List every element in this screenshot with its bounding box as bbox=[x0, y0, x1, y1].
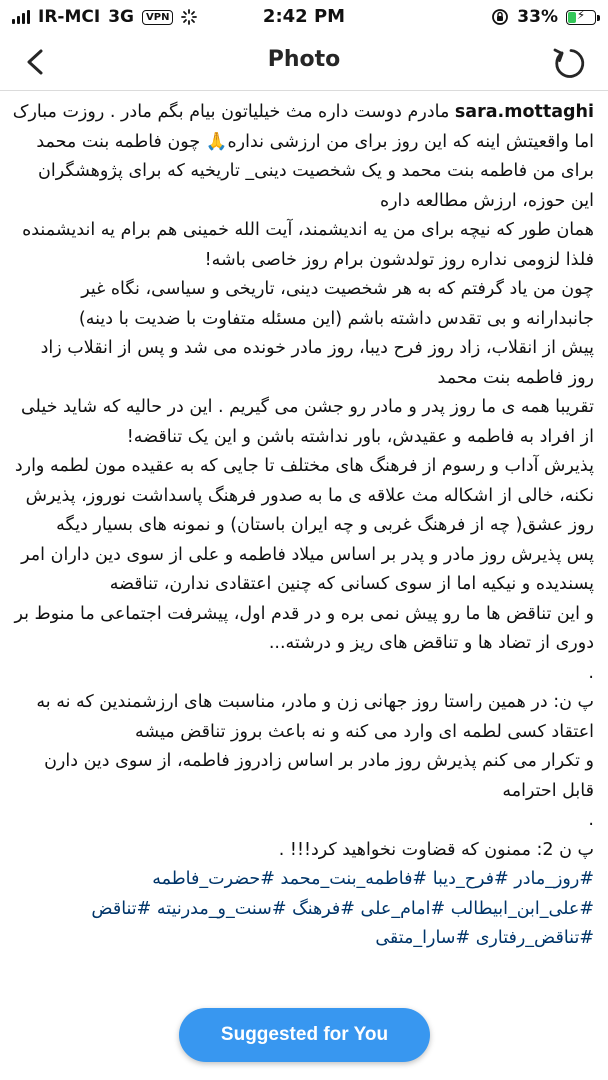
hashtag-link[interactable]: #فرح_دیبا bbox=[432, 869, 509, 889]
caption-paragraph: . bbox=[588, 810, 594, 830]
clock: 2:42 PM bbox=[262, 6, 346, 27]
hashtag-link[interactable]: #روز_مادر bbox=[514, 869, 594, 889]
caption-paragraph: اما واقعیتش اینه که این روز برای من ارزشی نداره🙏 چون فاطمه بنت محمد برای من فاطمه بنت محمد و یک شخصیت دینی_ تاریخیه که برای پژوهشگران این حوزه، ارزش مطالعه داره bbox=[36, 131, 594, 211]
caption-paragraph: تقریبا همه ی ما روز پدر و مادر رو جشن می گیریم . این در حالیه که شاید خیلی از افراد به فاطمه و عقیدش، باور نداشته باشن و این یک تناقضه! bbox=[20, 397, 594, 447]
battery-percent: 33% bbox=[517, 7, 558, 27]
caption-paragraph: پ ن 2: ممنون که قضاوت نخواهید کرد!!! . bbox=[278, 839, 594, 860]
status-right bbox=[491, 7, 596, 27]
page-title: Photo bbox=[267, 47, 341, 72]
hashtag-link[interactable]: #تناقض bbox=[91, 898, 152, 919]
hashtag-link[interactable]: #حضرت_فاطمه bbox=[152, 869, 275, 889]
caption-paragraph: چون من یاد گرفتم که به هر شخصیت دینی، تاریخی و سیاسی، نگاه غیر جانبدارانه و بی تقدس داشته باشم (این مسئله متفاوت با ضدیت با دینه) bbox=[78, 279, 594, 329]
battery-charging-icon: ⚡ bbox=[566, 10, 596, 25]
carrier-name: IR-MCI bbox=[38, 7, 101, 27]
hashtag-link[interactable]: #فرهنگ bbox=[292, 898, 355, 919]
caption-paragraph: پس پذیرش روز مادر و پدر بر اساس میلاد فاطمه و علی از سوی دین داران امر پسندیده و نیکیه اما از سوی کسانی که چنین اعتقادی ندارن، تناقضه bbox=[21, 544, 594, 594]
caption-text: مادرم دوست داره مث خیلیاتون بیام بگم مادر . روزت مبارک bbox=[12, 102, 455, 122]
caption-paragraph: و تکرار می کنم پذیرش روز مادر بر اساس زادروز فاطمه، از سوی دین دارن قابل احترامه bbox=[44, 751, 594, 801]
nav-bar bbox=[0, 34, 608, 91]
hashtag-link[interactable]: #سنت_و_مدرنیته bbox=[156, 898, 287, 919]
hashtag-link[interactable]: #تناقض_رفتاری bbox=[475, 928, 594, 948]
refresh-button[interactable] bbox=[550, 44, 588, 82]
username-link[interactable]: sara.mottaghi bbox=[454, 102, 594, 122]
rotation-lock-icon bbox=[491, 8, 509, 26]
hashtag-link[interactable]: #فاطمه_بنت_محمد bbox=[280, 869, 428, 889]
vpn-badge: VPN bbox=[142, 10, 173, 25]
hashtag-list bbox=[12, 865, 594, 954]
caption-paragraph: پیش از انقلاب، زاد روز فرح دیبا، روز مادر خونده می شد و پس از انقلاب زاد روز فاطمه بنت محمد bbox=[40, 338, 594, 388]
caption-paragraph: پ ن: در همین راستا روز جهانی زن و مادر، مناسبت های ارزشمندین که نه به اعتقاد کسی لطمه ای وارد می کنه و نه باعث بروز تناقض میشه bbox=[36, 692, 594, 742]
caption-paragraph: پذیرش آداب و رسوم از فرهنگ های مختلف تا جایی که به عقیده مون لطمه وارد نکنه، خالی از اشکاله مث علاقه ی ما به صدور فرهنگ پاسداشت نوروز، پذیرش روز عشق( چه از فرهنگ غربی و چه ایران باستان) و نمونه های بسیار دیگه bbox=[14, 456, 594, 535]
caption-paragraph: . bbox=[588, 662, 594, 683]
hashtag-link[interactable]: #سارا_متقی bbox=[375, 928, 471, 948]
post-caption bbox=[12, 98, 594, 954]
caption-paragraph: و این تناقض ها ما رو پیش نمی بره و در قدم اول، پیشرفت اجتماعی ما منوط بر دوری از تضاد ها و تناقض های ریز و درشته... bbox=[14, 603, 594, 653]
hashtag-link[interactable]: #امام_علی bbox=[360, 898, 446, 919]
refresh-icon bbox=[550, 44, 588, 82]
caption-paragraph: همان طور که نیچه برای من یه اندیشمند، آیت الله خمینی هم برام یه اندیشمنده فلذا لزومی نداره روز تولدشون برام روز خاصی باشه! bbox=[22, 220, 594, 270]
caption-first-line bbox=[12, 98, 594, 128]
network-type: 3G bbox=[108, 7, 134, 27]
suggested-for-you-button[interactable]: Suggested for You bbox=[179, 1008, 430, 1062]
hashtag-link[interactable]: #علی_ابن_ابیطالب bbox=[450, 898, 594, 919]
status-bar bbox=[0, 0, 608, 34]
